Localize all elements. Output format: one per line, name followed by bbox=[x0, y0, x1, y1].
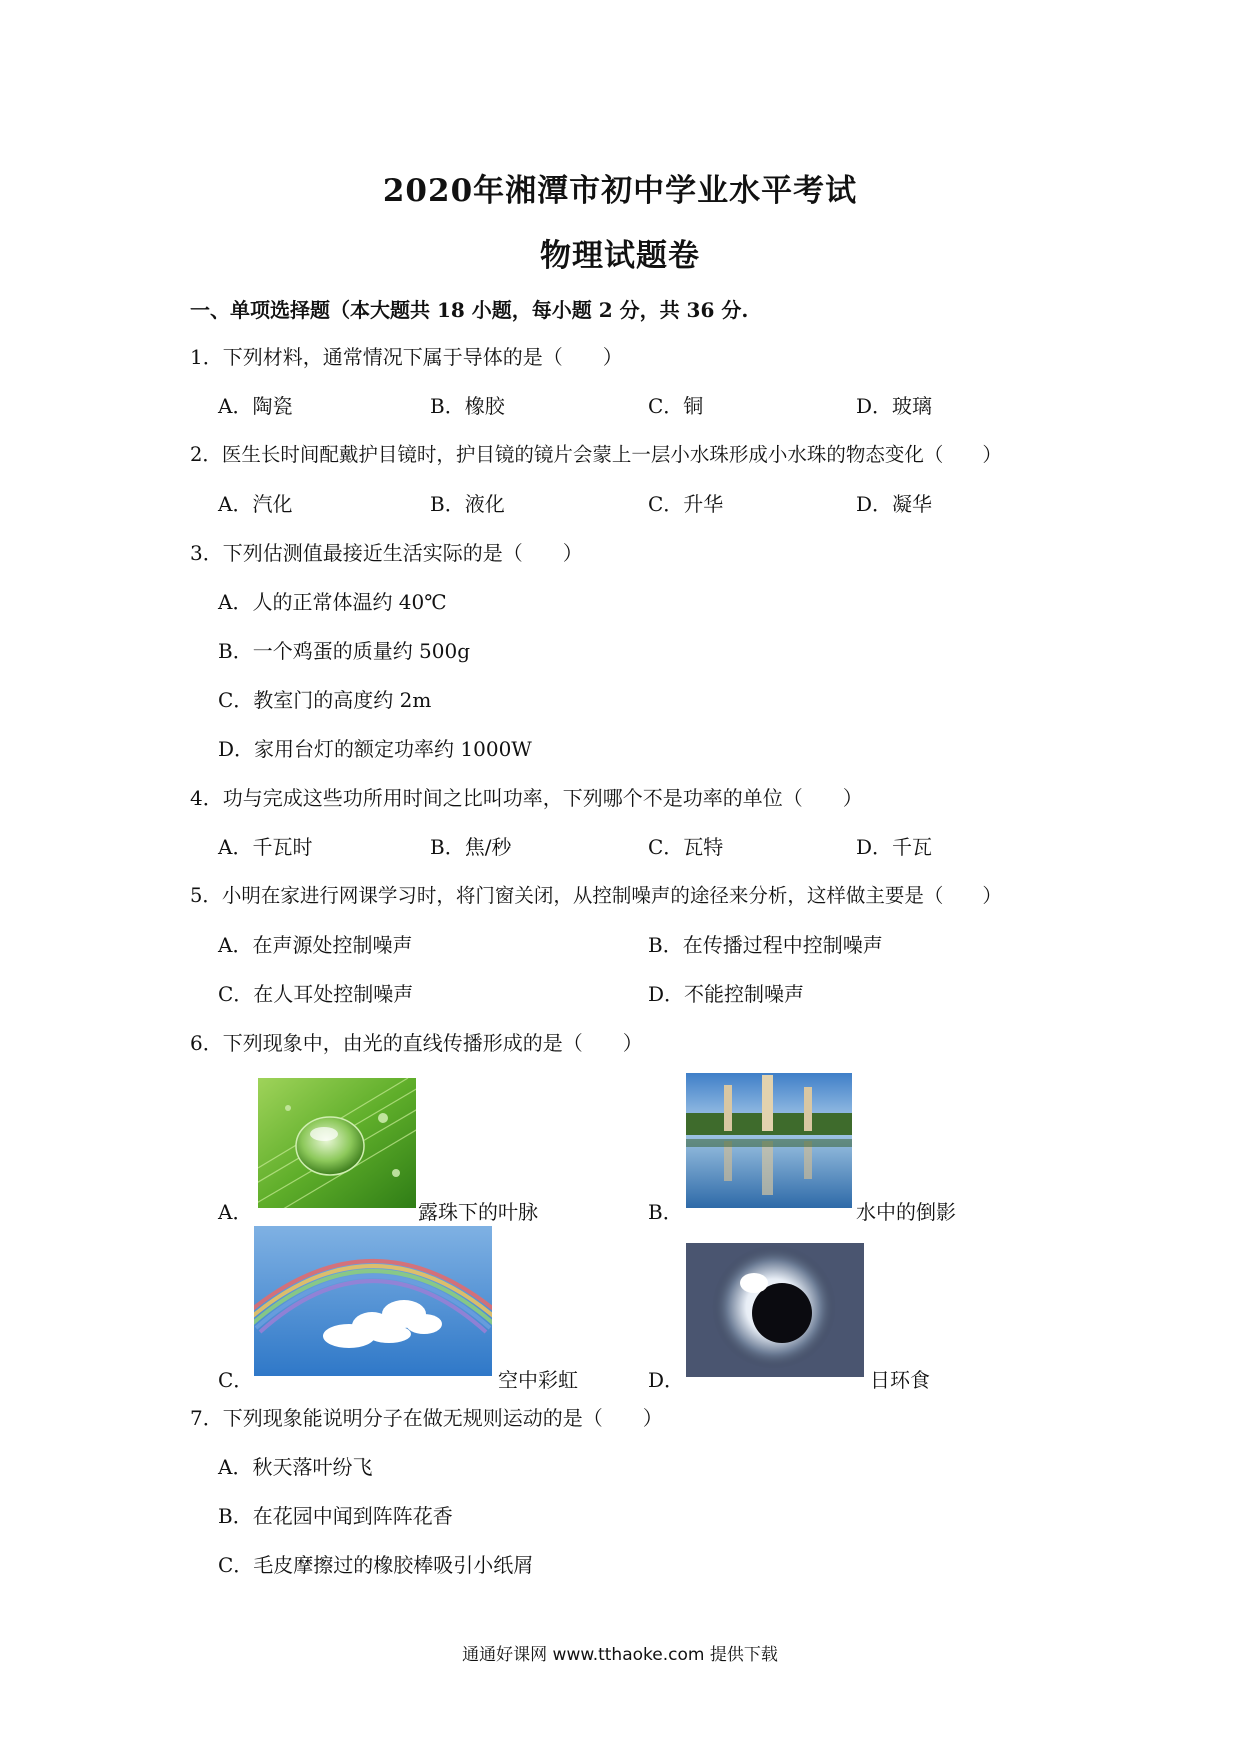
question-3-option-a: A．人的正常体温约 40℃ bbox=[218, 590, 447, 614]
question-4-option-a: A．千瓦时 bbox=[218, 835, 313, 859]
question-7-option-b: B．在花园中闻到阵阵花香 bbox=[218, 1504, 453, 1528]
question-3-option-c: C．教室门的高度约 2m bbox=[218, 688, 432, 712]
question-1-option-b: B．橡胶 bbox=[430, 394, 505, 418]
question-6-option-d-letter: D． bbox=[648, 1368, 685, 1392]
question-4-option-d: D．千瓦 bbox=[856, 835, 933, 859]
question-2-option-b: B．液化 bbox=[430, 492, 505, 516]
question-5-option-d: D．不能控制噪声 bbox=[648, 982, 805, 1006]
question-6-option-c-letter: C． bbox=[218, 1368, 254, 1392]
pagoda-reflection-photo bbox=[686, 1073, 852, 1208]
question-6-option-a-caption: 露珠下的叶脉 bbox=[418, 1200, 538, 1224]
question-1-stem: 1．下列材料，通常情况下属于导体的是（ ） bbox=[190, 345, 623, 369]
dewdrop-leaf-photo bbox=[258, 1078, 416, 1208]
section-heading: 一、单项选择题（本大题共 18 小题，每小题 2 分，共 36 分. bbox=[190, 298, 749, 322]
question-6-option-b-letter: B． bbox=[648, 1200, 683, 1224]
question-2-stem: 2．医生长时间配戴护目镜时，护目镜的镜片会蒙上一层小水珠形成小水珠的物态变化（ ） bbox=[190, 443, 1002, 466]
question-6-option-a-letter: A． bbox=[218, 1200, 253, 1224]
question-1-option-c: C．铜 bbox=[648, 394, 704, 418]
question-4-option-b: B．焦/秒 bbox=[430, 835, 512, 859]
question-3-stem: 3．下列估测值最接近生活实际的是（ ） bbox=[190, 541, 583, 565]
question-6-option-b-caption: 水中的倒影 bbox=[856, 1200, 956, 1224]
question-6-option-d-caption: 日环食 bbox=[870, 1368, 930, 1392]
question-4-option-c: C．瓦特 bbox=[648, 835, 724, 859]
question-2-option-c: C．升华 bbox=[648, 492, 724, 516]
question-1-option-a: A．陶瓷 bbox=[218, 394, 293, 418]
exam-subtitle: 物理试题卷 bbox=[540, 238, 700, 274]
exam-title: 2020年湘潭市初中学业水平考试 bbox=[382, 173, 858, 209]
question-2-option-d: D．凝华 bbox=[856, 492, 933, 516]
question-4-stem: 4．功与完成这些功所用时间之比叫功率，下列哪个不是功率的单位（ ） bbox=[190, 786, 863, 810]
question-6-option-c-caption: 空中彩虹 bbox=[498, 1368, 578, 1392]
question-5-option-c: C．在人耳处控制噪声 bbox=[218, 982, 414, 1006]
question-7-option-a: A．秋天落叶纷飞 bbox=[218, 1455, 373, 1479]
question-3-option-d: D．家用台灯的额定功率约 1000W bbox=[218, 737, 532, 761]
page-footer: 通通好课网 www.tthaoke.com 提供下载 bbox=[462, 1645, 778, 1665]
question-5-stem: 5．小明在家进行网课学习时，将门窗关闭，从控制噪声的途径来分析，这样做主要是（ ） bbox=[190, 884, 1002, 907]
question-2-option-a: A．汽化 bbox=[218, 492, 293, 516]
solar-eclipse-photo bbox=[686, 1243, 864, 1377]
question-7-option-c: C．毛皮摩擦过的橡胶棒吸引小纸屑 bbox=[218, 1553, 534, 1577]
question-7-stem: 7．下列现象能说明分子在做无规则运动的是（ ） bbox=[190, 1406, 663, 1430]
rainbow-sky-photo bbox=[254, 1226, 492, 1376]
question-6-stem: 6．下列现象中，由光的直线传播形成的是（ ） bbox=[190, 1031, 643, 1055]
question-5-option-a: A．在声源处控制噪声 bbox=[218, 933, 413, 957]
question-5-option-b: B．在传播过程中控制噪声 bbox=[648, 933, 883, 957]
question-3-option-b: B．一个鸡蛋的质量约 500g bbox=[218, 639, 471, 663]
question-1-option-d: D．玻璃 bbox=[856, 394, 933, 418]
